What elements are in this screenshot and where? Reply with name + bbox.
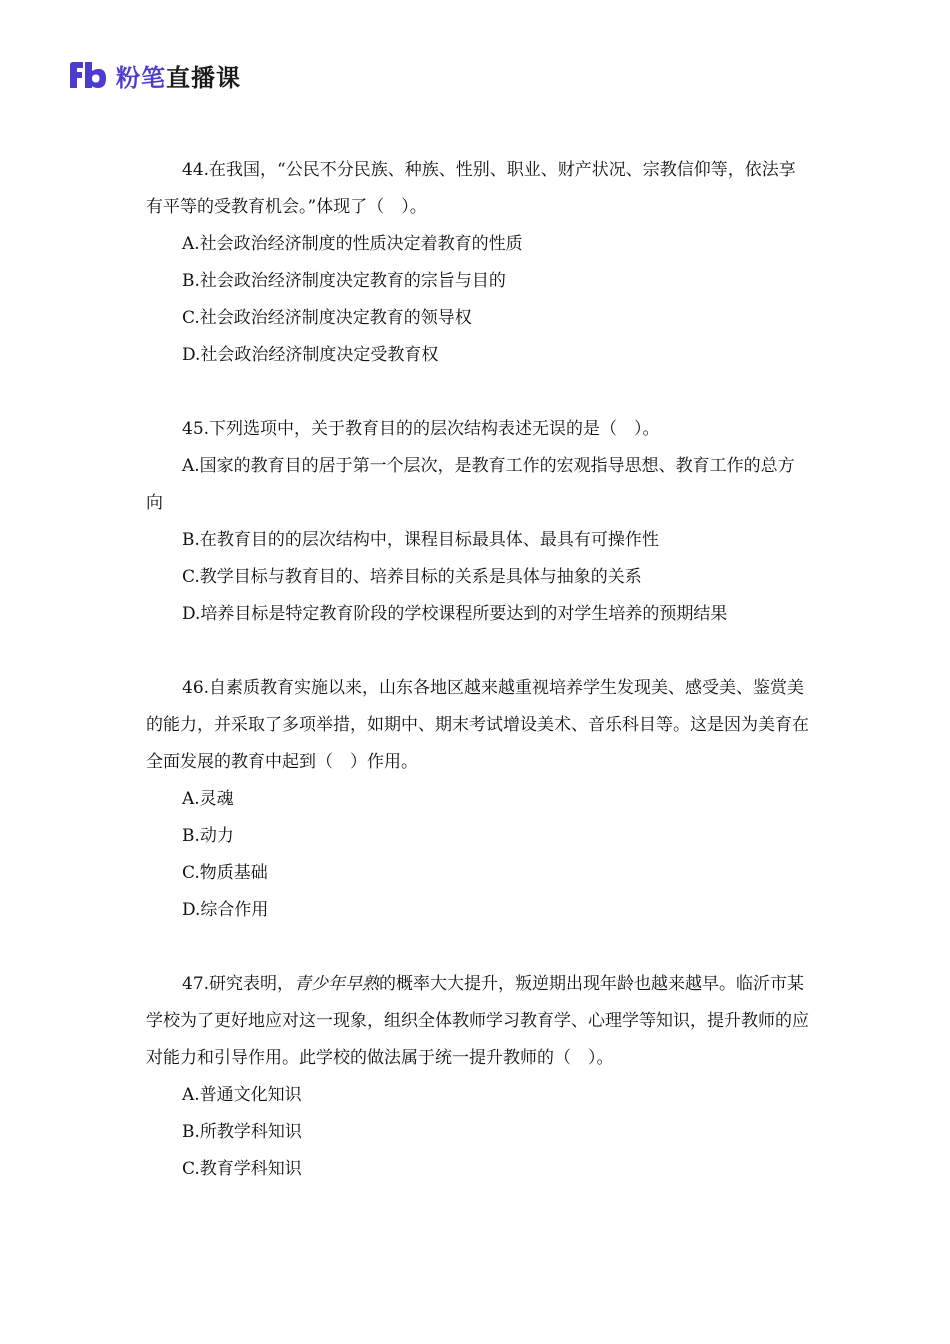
option-d: D.培养目标是特定教育阶段的学校课程所要达到的对学生培养的预期结果 — [182, 604, 728, 624]
question-47 — [146, 966, 810, 1188]
stem-prefix: 47.研究表明， — [182, 974, 295, 994]
option-c: C.社会政治经济制度决定教育的领导权 — [182, 308, 472, 328]
option-c: C.教育学科知识 — [182, 1159, 302, 1179]
option-b: B.在教育目的的层次结构中，课程目标最具体、最具有可操作性 — [182, 530, 659, 550]
logo-text — [116, 58, 241, 93]
option-b: B.动力 — [182, 826, 234, 846]
option-c: C.物质基础 — [182, 863, 268, 883]
option-a: A.普通文化知识 — [182, 1085, 302, 1105]
option-a: A.社会政治经济制度的性质决定着教育的性质 — [182, 234, 523, 254]
question-46 — [146, 670, 810, 929]
question-stem: 44.在我国，“公民不分民族、种族、性别、职业、财产状况、宗教信仰等，依法享有平等的受教育机会。”体现了（ ）。 — [146, 160, 796, 217]
question-45 — [146, 411, 810, 633]
option-b: B.所教学科知识 — [182, 1122, 302, 1142]
question-list — [146, 152, 810, 1225]
option-d: D.社会政治经济制度决定受教育权 — [182, 345, 439, 365]
option-b: B.社会政治经济制度决定教育的宗旨与目的 — [182, 271, 506, 291]
stem-emphasis: 青少年早熟 — [294, 974, 380, 994]
brand-logo — [68, 58, 241, 92]
option-a: A.灵魂 — [182, 789, 234, 809]
stem-suffix: 的概率大大提升，叛逆期出现年龄也越来越早。临沂市某学校为了更好地应对这一现象，组织全体教师学习教育学、心理学等知识，提升教师的应对能力和引导作用。此学校的做法属于统一提升教师的（ ）。 — [146, 974, 809, 1068]
option-a: A.国家的教育目的居于第一个层次，是教育工作的宏观指导思想、教育工作的总方向 — [146, 456, 795, 513]
option-c: C.教学目标与教育目的、培养目标的关系是具体与抽象的关系 — [182, 567, 642, 587]
question-stem — [146, 966, 810, 1077]
option-d: D.综合作用 — [182, 900, 269, 920]
fenbi-logo-icon — [68, 61, 108, 89]
question-stem: 45.下列选项中，关于教育目的的层次结构表述无误的是（ ）。 — [182, 419, 660, 439]
question-44 — [146, 152, 810, 374]
logo-product: 直播课 — [166, 63, 241, 92]
logo-brand: 粉笔 — [116, 63, 166, 92]
question-stem: 46.自素质教育实施以来，山东各地区越来越重视培养学生发现美、感受美、鉴赏美的能力，并采取了多项举措，如期中、期末考试增设美术、音乐科目等。这是因为美育在全面发展的教育中起到（ ）作用。 — [146, 678, 809, 772]
